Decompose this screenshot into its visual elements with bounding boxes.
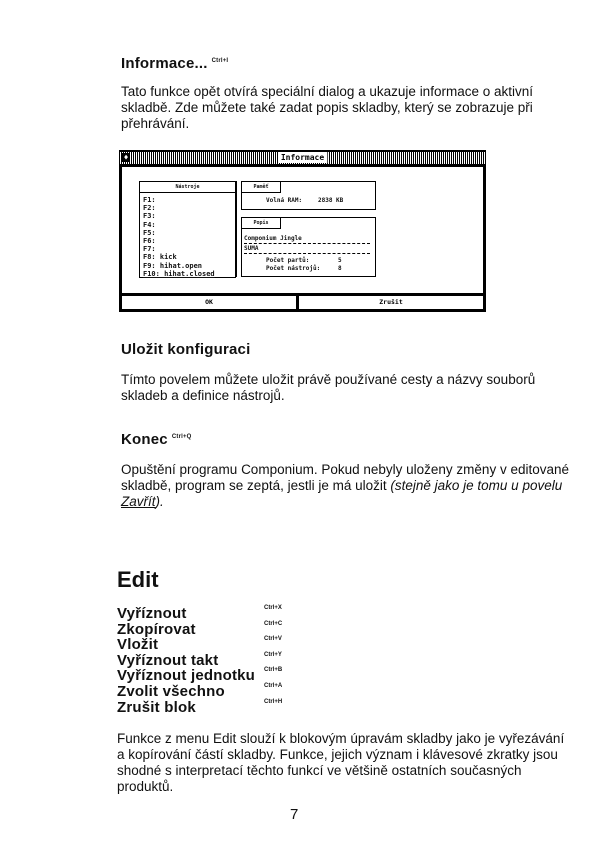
memory-panel: [241, 181, 376, 210]
free-ram-value: 2838 KB: [318, 197, 344, 204]
menu-item-shortcut: Ctrl+C: [264, 620, 283, 627]
page-number: 7: [290, 806, 299, 823]
fkey-item[interactable]: F5:: [143, 228, 156, 237]
fkey-item[interactable]: F9: hihat.open: [143, 261, 203, 270]
heading-informace: [121, 55, 228, 72]
shortcut-informace: Ctrl+I: [211, 58, 229, 64]
menu-item: [117, 621, 297, 637]
instruments-count-label: Počet nástrojů:: [266, 265, 321, 272]
description-line-2[interactable]: SUMA: [244, 245, 370, 254]
instruments-panel: [139, 181, 236, 278]
fkey-item[interactable]: F6:: [143, 237, 156, 246]
heading-konec: [121, 431, 192, 448]
menu-item: [117, 652, 297, 668]
paragraph-ulozit: Tímto povelem můžete uložit právě používané cesty a názvy souborů skladeb a definice nástrojů.: [121, 372, 536, 403]
paragraph-konec: [121, 462, 574, 510]
description-line-1[interactable]: Componium Jingle: [244, 235, 370, 244]
fkey-item[interactable]: F7:: [143, 245, 156, 254]
menu-item: [117, 667, 297, 683]
paragraph-edit: Funkce z menu Edit slouží k blokovým úpravám skladby jako je vyřezávání a kopírování částí skladby. Funkce, jejich význam i klávesové zkratky jsou shodné s interpretací těchto funkcí ve většině ostatních současných produktů.: [117, 731, 565, 794]
menu-item-label: Vyříznout jednotku: [117, 667, 256, 685]
menu-item-label: Zvolit všechno: [117, 682, 225, 700]
fkey-item[interactable]: F1:: [143, 196, 156, 204]
fkey-item[interactable]: F2:: [143, 204, 156, 213]
parts-count-label: Počet partů:: [266, 257, 310, 264]
dialog-title-bar: [120, 152, 485, 164]
menu-item-label: Vyříznout takt: [117, 651, 219, 669]
info-dialog-screenshot: [119, 150, 486, 312]
fkey-item[interactable]: F3:: [143, 212, 156, 221]
menu-item-label: Zkopírovat: [117, 620, 196, 638]
menu-item-shortcut: Ctrl+X: [264, 605, 282, 611]
fkey-item[interactable]: F4:: [143, 220, 156, 229]
heading-konec-text: Konec: [121, 431, 168, 448]
menu-item-shortcut: Ctrl+V: [264, 636, 282, 643]
konec-text-end: ).: [155, 494, 164, 509]
fkey-item[interactable]: F10: hihat.closed: [143, 269, 215, 278]
dialog-divider: [235, 181, 237, 277]
dialog-body: [122, 167, 483, 293]
konec-text-zavrit: Zavřít: [121, 494, 156, 509]
memory-panel-title: Paměť: [242, 182, 281, 193]
menu-item-label: Zrušit blok: [117, 698, 196, 716]
heading-ulozit: Uložit konfiguraci: [121, 341, 251, 358]
menu-item-shortcut: Ctrl+Y: [264, 651, 282, 658]
instruments-panel-title: Nástroje: [140, 182, 235, 193]
description-panel-title: Popis: [242, 218, 281, 229]
paragraph-informace: Tato funkce opět otvírá speciální dialog a ukazuje informace o aktivní skladbě. Zde můžete také zadat popis skladby, který se zobrazuje při přehrávání.: [121, 84, 533, 131]
menu-item: [117, 683, 297, 699]
menu-item-label: Vložit: [117, 636, 159, 654]
fkey-item[interactable]: F8: kick: [143, 253, 177, 262]
dialog-close-icon[interactable]: ♦: [123, 153, 129, 162]
edit-menu-list: [117, 605, 297, 714]
description-panel: [241, 217, 376, 277]
dialog-title: Informace: [278, 152, 327, 163]
menu-item-shortcut: Ctrl+H: [264, 698, 283, 705]
menu-item-shortcut: Ctrl+B: [264, 667, 283, 674]
konec-text: Opuštění programu Componium. Pokud nebyly uloženy změny v editované skladbě, program se zeptá, jestli je má uložit: [121, 462, 569, 493]
shortcut-konec: Ctrl+Q: [171, 434, 192, 440]
menu-item: [117, 699, 297, 715]
cancel-button[interactable]: Zrušit: [299, 296, 483, 309]
heading-edit: Edit: [117, 567, 159, 592]
free-ram-label: Volná RAM:: [266, 197, 303, 204]
menu-item-label: Vyříznout: [117, 605, 187, 622]
konec-text-italic: (stejně jako je tomu u povelu: [390, 478, 563, 493]
instruments-count-value: 8: [338, 265, 342, 272]
menu-item-shortcut: Ctrl+A: [264, 682, 283, 689]
menu-item: [117, 636, 297, 652]
menu-item: [117, 605, 297, 621]
ok-button[interactable]: OK: [122, 296, 296, 309]
parts-count-value: 5: [338, 257, 342, 264]
heading-informace-text: Informace...: [121, 55, 208, 72]
fkey-list: [143, 196, 215, 278]
